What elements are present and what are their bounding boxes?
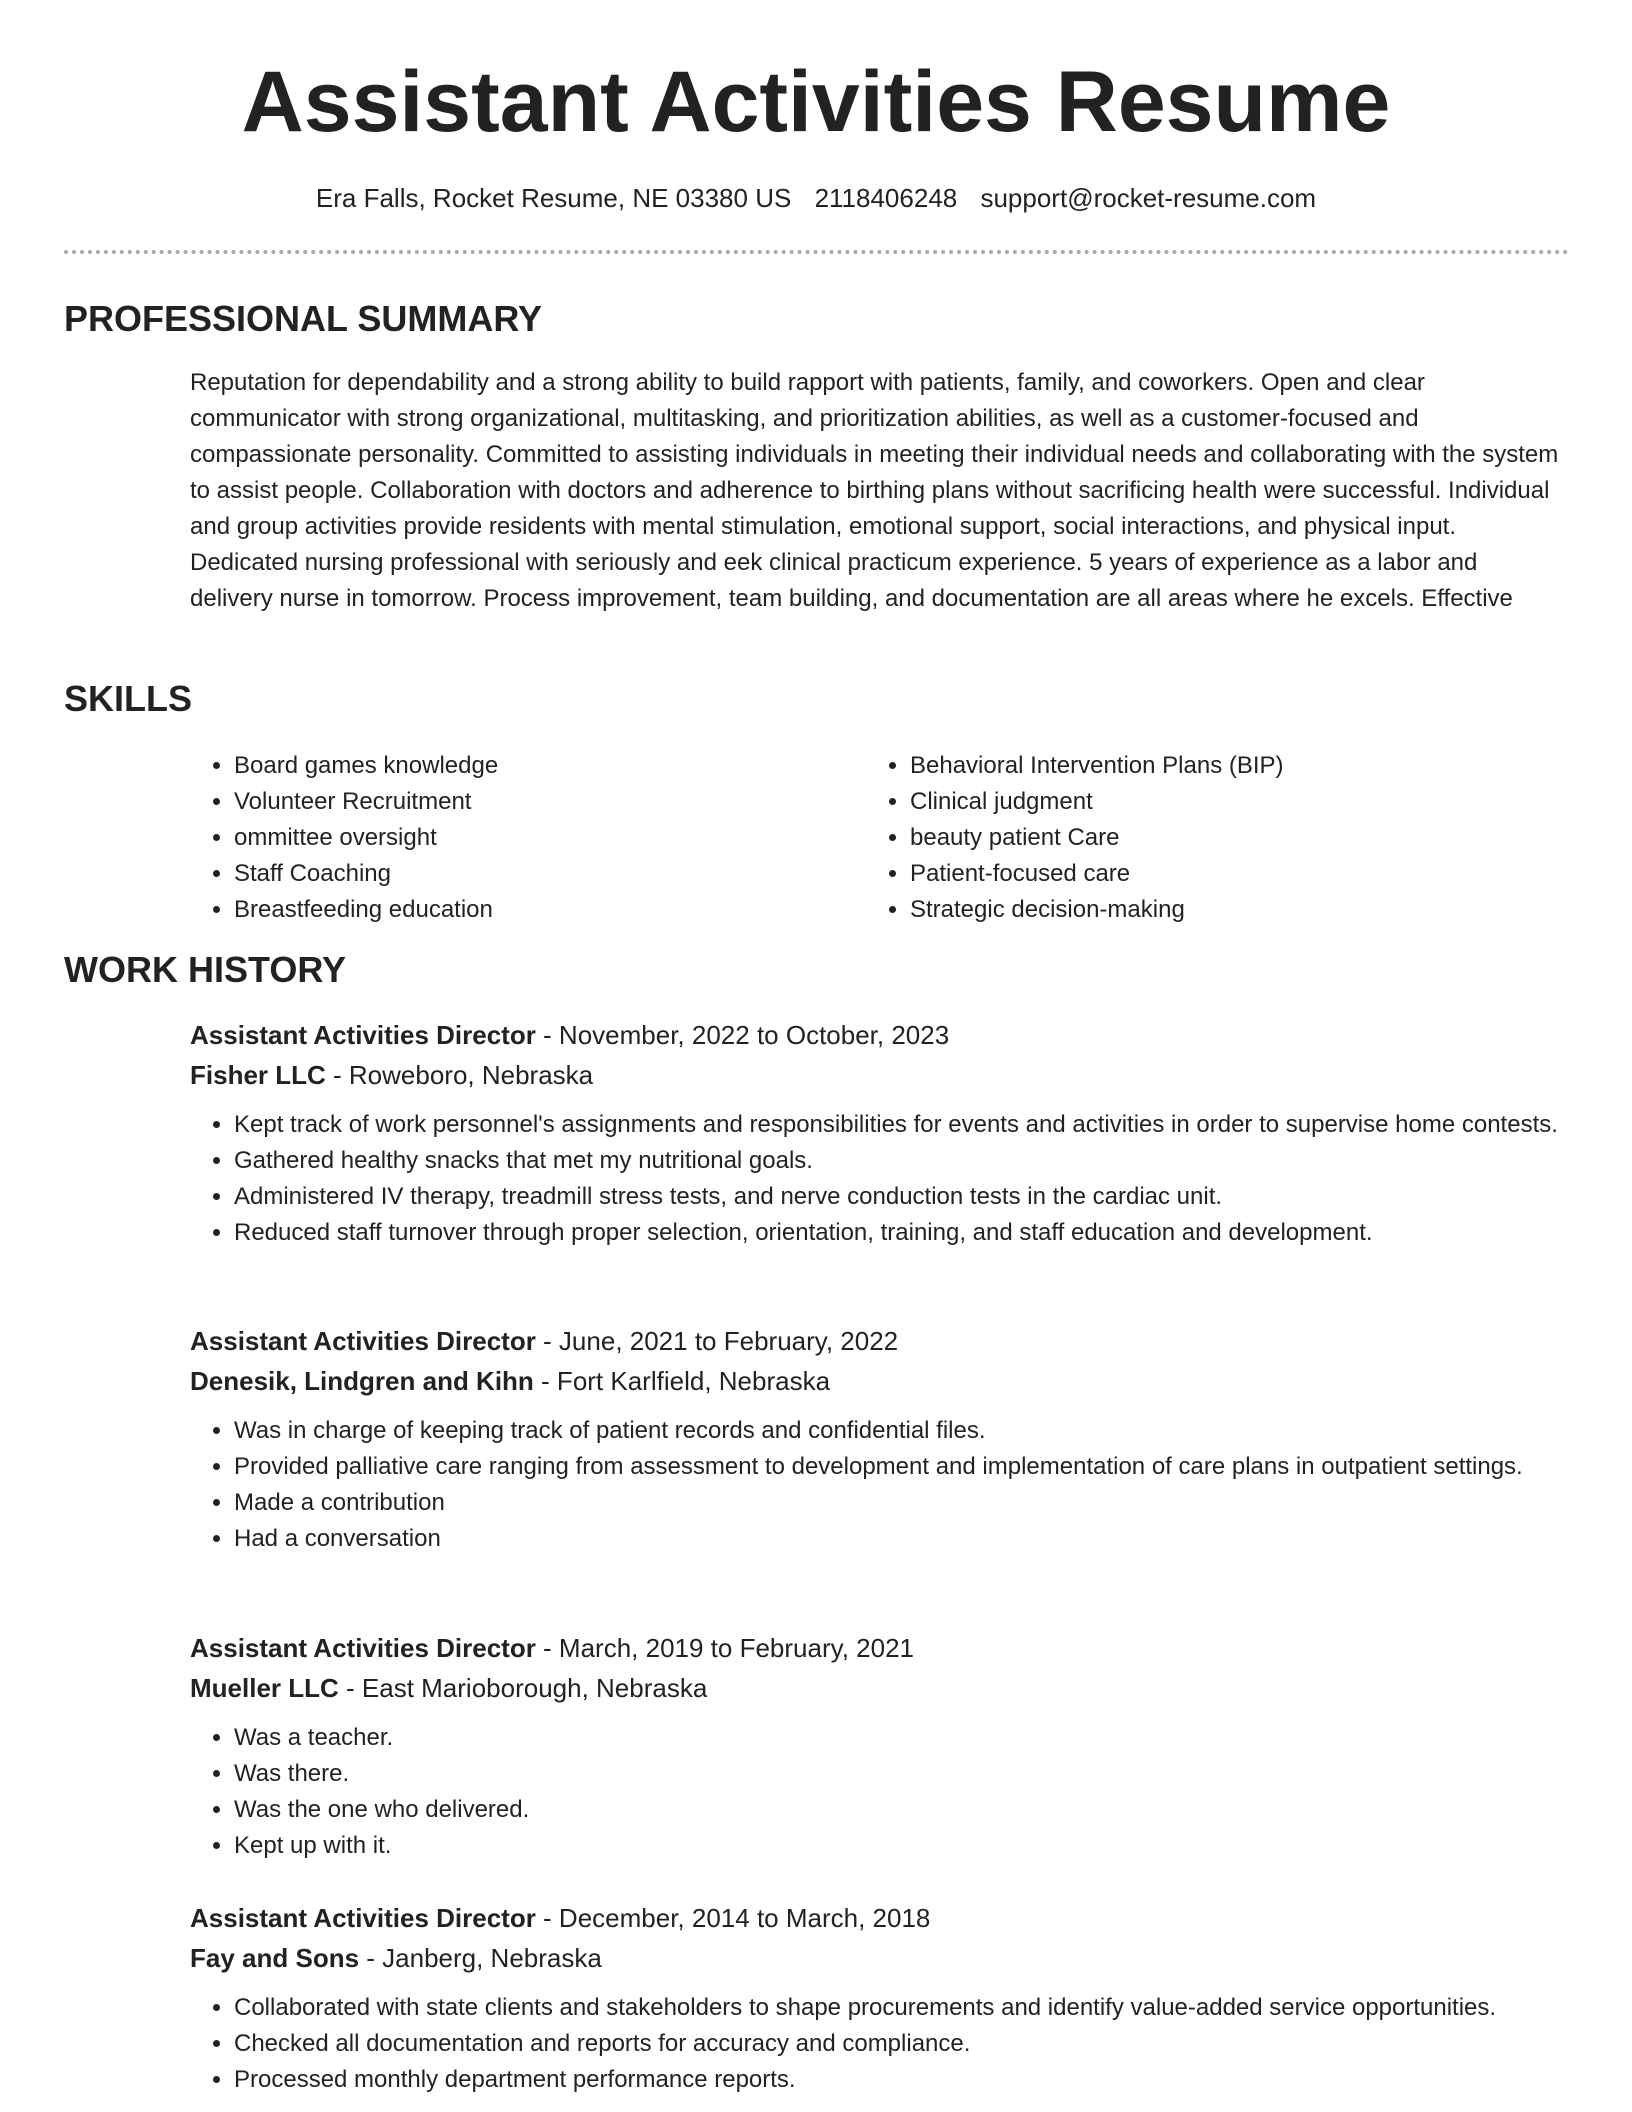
job-location: - Roweboro, Nebraska — [325, 1060, 594, 1090]
job-dates: - June, 2021 to February, 2022 — [535, 1326, 899, 1356]
job-company: Fay and Sons — [190, 1943, 360, 1973]
duty-item: • Collaborated with state clients and stakeholders to shape procurements and identify value-added service opportunities. — [234, 1990, 1570, 2026]
job-location: - Fort Karlfield, Nebraska — [533, 1366, 831, 1396]
job-title: Assistant Activities Director — [190, 1020, 536, 1050]
duty-item: • Gathered healthy snacks that met my nutritional goals. — [234, 1143, 1570, 1179]
job-dates: - March, 2019 to February, 2021 — [535, 1633, 914, 1663]
job-duties — [190, 1413, 1570, 1557]
duty-item: • Had a conversation — [234, 1521, 1570, 1557]
job-duties — [190, 1990, 1570, 2098]
skill-item: • Behavioral Intervention Plans (BIP) — [910, 748, 1506, 784]
job-entry — [190, 1015, 1570, 1251]
job-company-line — [190, 1938, 1570, 1978]
contact-address: Era Falls, Rocket Resume, NE 03380 US — [315, 183, 792, 213]
job-company-line — [190, 1055, 1570, 1095]
skill-item: • Strategic decision-making — [910, 892, 1506, 928]
job-company: Mueller LLC — [190, 1673, 339, 1703]
skills-column-left — [190, 748, 830, 928]
contact-phone: 2118406248 — [814, 183, 958, 213]
job-entry — [190, 1628, 1570, 1864]
resume-title: Assistant Activities Resume — [241, 54, 1391, 150]
skill-item: • Staff Coaching — [234, 856, 830, 892]
skills-list-right — [866, 748, 1506, 928]
duty-item: • Reduced staff turnover through proper selection, orientation, training, and staff education and development. — [234, 1215, 1570, 1251]
skill-item: • beauty patient Care — [910, 820, 1506, 856]
skills-heading: SKILLS — [64, 678, 193, 719]
job-duties — [190, 1720, 1570, 1864]
skill-item: • ommittee oversight — [234, 820, 830, 856]
job-duties — [190, 1107, 1570, 1251]
job-title-line — [190, 1898, 1570, 1938]
job-title: Assistant Activities Director — [190, 1326, 536, 1356]
skills-column-right — [866, 748, 1506, 928]
job-title-line — [190, 1628, 1570, 1668]
duty-item: • Administered IV therapy, treadmill stress tests, and nerve conduction tests in the cardiac unit. — [234, 1179, 1570, 1215]
job-title-line — [190, 1321, 1570, 1361]
duty-item: • Checked all documentation and reports for accuracy and compliance. — [234, 2026, 1570, 2062]
job-company-line — [190, 1668, 1570, 1708]
job-dates: - November, 2022 to October, 2023 — [535, 1020, 950, 1050]
skill-item: • Volunteer Recruitment — [234, 784, 830, 820]
skill-item: • Clinical judgment — [910, 784, 1506, 820]
job-company: Fisher LLC — [190, 1060, 326, 1090]
job-location: - Janberg, Nebraska — [359, 1943, 602, 1973]
job-company-line — [190, 1361, 1570, 1401]
job-entry — [190, 1898, 1570, 2098]
job-title-line — [190, 1015, 1570, 1055]
job-title: Assistant Activities Director — [190, 1633, 536, 1663]
duty-item: • Was in charge of keeping track of patient records and confidential files. — [234, 1413, 1570, 1449]
summary-text: Reputation for dependability and a strong ability to build rapport with patients, family, and coworkers. Open and clear communicator with strong organizational, multitasking, and prioritization abilities, as well as a customer-focused and compassionate personality. Committed to assisting individuals in meeting their individual needs and collaborating with the system to assist people. Collaboration with doctors and adherence to birthing plans without sacrificing health were successful. Individual and group activities provide residents with mental stimulation, emotional support, social interactions, and physical input. Dedicated nursing professional with seriously and eek clinical practicum experience. 5 years of experience as a labor and delivery nurse in tomorrow. Process improvement, team building, and documentation are all areas where he excels. Effective — [190, 369, 1559, 612]
summary-heading: PROFESSIONAL SUMMARY — [64, 298, 543, 339]
duty-item: • Was the one who delivered. — [234, 1792, 1570, 1828]
job-dates: - December, 2014 to March, 2018 — [535, 1903, 931, 1933]
header-divider — [64, 250, 1569, 254]
duty-item: • Was there. — [234, 1756, 1570, 1792]
contact-line — [0, 180, 1632, 216]
duty-item: • Kept track of work personnel's assignments and responsibilities for events and activities in order to supervise home contests. — [234, 1107, 1570, 1143]
job-entry — [190, 1321, 1570, 1557]
duty-item: • Provided palliative care ranging from assessment to development and implementation of care plans in outpatient settings. — [234, 1449, 1570, 1485]
job-company: Denesik, Lindgren and Kihn — [190, 1366, 534, 1396]
skill-item: • Patient-focused care — [910, 856, 1506, 892]
skill-item: • Board games knowledge — [234, 748, 830, 784]
duty-item: • Was a teacher. — [234, 1720, 1570, 1756]
job-location: - East Marioborough, Nebraska — [338, 1673, 708, 1703]
duty-item: • Processed monthly department performance reports. — [234, 2062, 1570, 2098]
duty-item: • Made a contribution — [234, 1485, 1570, 1521]
work-history-heading: WORK HISTORY — [64, 949, 347, 990]
contact-email: support@rocket-resume.com — [980, 183, 1317, 213]
duty-item: • Kept up with it. — [234, 1828, 1570, 1864]
job-title: Assistant Activities Director — [190, 1903, 536, 1933]
skills-list-left — [190, 748, 830, 928]
skill-item: • Breastfeeding education — [234, 892, 830, 928]
